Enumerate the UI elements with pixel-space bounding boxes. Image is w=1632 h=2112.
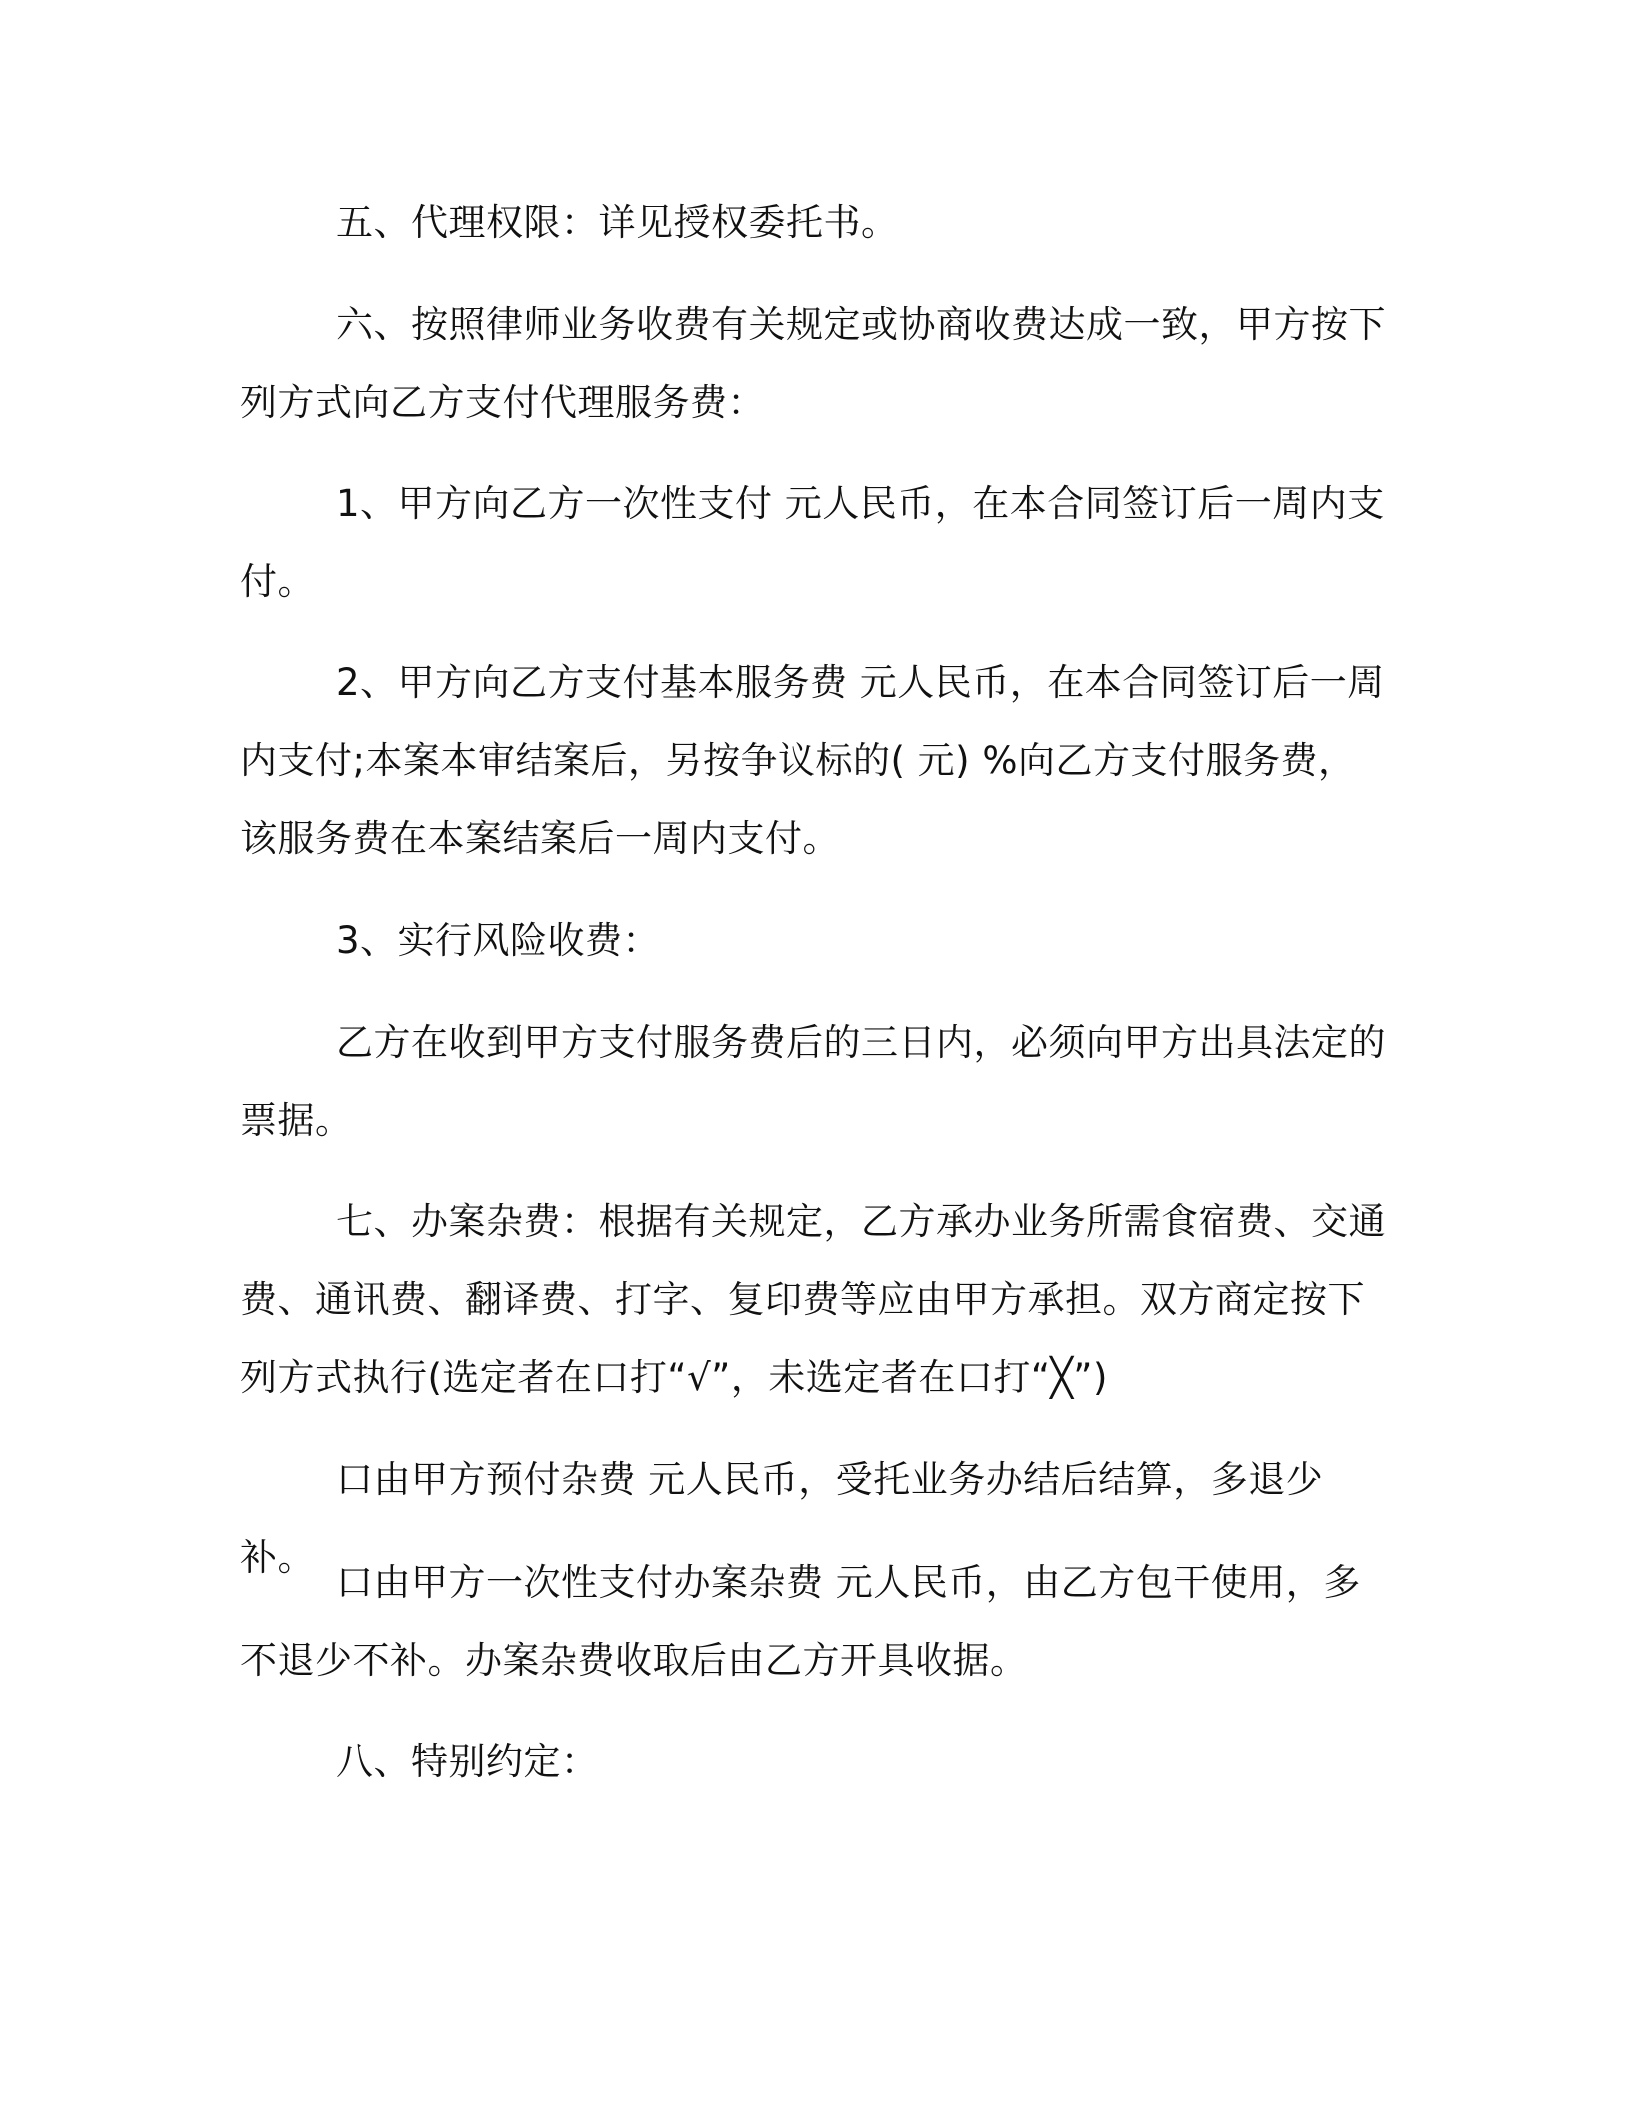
- paragraph-risk-fee: 3、实行风险收费：: [336, 919, 661, 962]
- paragraph-case-expenses: 七、办案杂费：根据有关规定，乙方承办业务所需食宿费、交通费、通讯费、翻译费、打字、复印费等应由甲方承担。双方商定按下列方式执行(选定者在口打“√”，未选定者在口打“╳”): [240, 1200, 1386, 1399]
- paragraph-service-fee-terms: 六、按照律师业务收费有关规定或协商收费达成一致，甲方按下列方式向乙方支付代理服务费：: [240, 303, 1386, 424]
- paragraph-basic-fee-payment: 2、甲方向乙方支付基本服务费 元人民币，在本合同签订后一周内支付;本案本审结案后，另按争议标的( 元) %向乙方支付服务费，该服务费在本案结案后一周内支付。: [240, 661, 1385, 860]
- paragraph-lump-sum-payment: 1、甲方向乙方一次性支付 元人民币，在本合同签订后一周内支付。: [240, 482, 1385, 603]
- paragraph-receipt-obligation: 乙方在收到甲方支付服务费后的三日内，必须向甲方出具法定的票据。: [240, 1021, 1386, 1142]
- paragraph-fixed-expenses-option: 口由甲方一次性支付办案杂费 元人民币，由乙方包干使用，多不退少不补。办案杂费收取后由乙方开具收据。: [240, 1561, 1361, 1682]
- paragraph-special-agreement: 八、特别约定：: [336, 1740, 599, 1783]
- paragraph-prepaid-expenses-option: 口由甲方预付杂费 元人民币，受托业务办结后结算，多退少补。: [240, 1458, 1324, 1579]
- paragraph-agency-authority: 五、代理权限：详见授权委托书。: [336, 201, 899, 244]
